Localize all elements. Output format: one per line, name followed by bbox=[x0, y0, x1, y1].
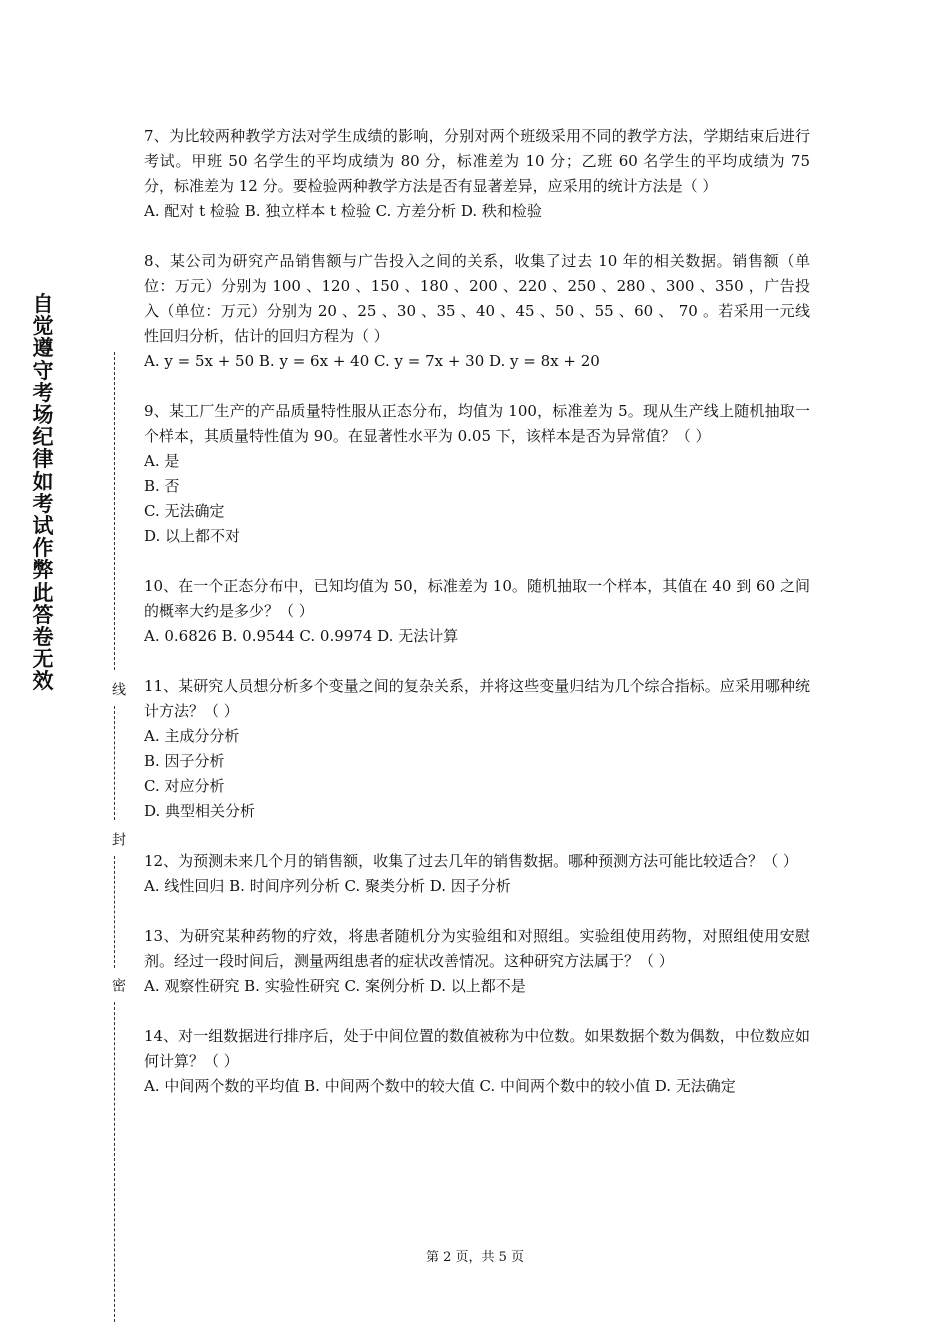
question-12 bbox=[144, 849, 810, 899]
question-8 bbox=[144, 249, 810, 374]
exam-discipline-warning: 自觉遵守考场纪律如考试作弊此答卷无效 bbox=[32, 292, 54, 694]
answer-options: A. 观察性研究 B. 实验性研究 C. 案例分析 D. 以上都不是 bbox=[144, 977, 526, 995]
question-13 bbox=[144, 924, 810, 999]
question-text: 13、为研究某种药物的疗效，将患者随机分为实验组和对照组。实验组使用药物，对照组使用安慰剂。经过一段时间后，测量两组患者的症状改善情况。这种研究方法属于？（ ） bbox=[144, 927, 810, 970]
binding-dashed-line bbox=[114, 856, 115, 968]
binding-label-seal: 封 bbox=[110, 832, 126, 846]
question-14 bbox=[144, 1024, 810, 1099]
question-text: 7、为比较两种教学方法对学生成绩的影响，分别对两个班级采用不同的教学方法，学期结束后进行考试。甲班 50 名学生的平均成绩为 80 分，标准差为 10 分；乙班 60 名学生的平均成绩为 75 分，标准差为 12 分。要检验两种教学方法是否有显著差异，应采用的统计方法是（ ） bbox=[144, 127, 810, 195]
binding-dashed-line bbox=[114, 706, 115, 820]
question-7 bbox=[144, 124, 810, 224]
question-text: 9、某工厂生产的产品质量特性服从正态分布，均值为 100，标准差为 5。现从生产线上随机抽取一个样本，其质量特性值为 90。在显著性水平为 0.05 下，该样本是否为异常值？（ ） bbox=[144, 402, 810, 445]
question-10 bbox=[144, 574, 810, 649]
binding-dashed-line bbox=[114, 352, 115, 670]
answer-option: B. 因子分析 bbox=[144, 752, 225, 770]
question-text: 14、对一组数据进行排序后，处于中间位置的数值被称为中位数。如果数据个数为偶数，中位数应如何计算？（ ） bbox=[144, 1027, 810, 1070]
question-text: 12、为预测未来几个月的销售额，收集了过去几年的销售数据。哪种预测方法可能比较适合？（ ） bbox=[144, 852, 798, 870]
answer-options: A. y = 5x + 50 B. y = 6x + 40 C. y = 7x + 30 D. y = 8x + 20 bbox=[144, 352, 600, 370]
binding-label-line: 线 bbox=[110, 682, 126, 696]
answer-option: D. 典型相关分析 bbox=[144, 802, 256, 820]
answer-option: C. 对应分析 bbox=[144, 777, 225, 795]
answer-option: C. 无法确定 bbox=[144, 502, 225, 520]
binding-dashed-line bbox=[114, 1002, 115, 1322]
question-11 bbox=[144, 674, 810, 824]
answer-options: A. 中间两个数的平均值 B. 中间两个数中的较大值 C. 中间两个数中的较小值 D. 无法确定 bbox=[144, 1077, 736, 1095]
answer-options: A. 线性回归 B. 时间序列分析 C. 聚类分析 D. 因子分析 bbox=[144, 877, 511, 895]
answer-option: B. 否 bbox=[144, 477, 180, 495]
question-text: 10、在一个正态分布中，已知均值为 50，标准差为 10。随机抽取一个样本，其值在 40 到 60 之间的概率大约是多少？（ ） bbox=[144, 577, 810, 620]
answer-options: A. 配对 t 检验 B. 独立样本 t 检验 C. 方差分析 D. 秩和检验 bbox=[144, 202, 542, 220]
answer-options: A. 0.6826 B. 0.9544 C. 0.9974 D. 无法计算 bbox=[144, 627, 459, 645]
page-number: 第 2 页，共 5 页 bbox=[425, 1250, 525, 1265]
binding-label-secret: 密 bbox=[110, 978, 126, 992]
question-text: 8、某公司为研究产品销售额与广告投入之间的关系，收集了过去 10 年的相关数据。销售额（单位：万元）分别为 100 、120 、150 、180 、200 、220 、250 、280 、300 、350 ，广告投入（单位：万元）分别为 20 、25 、30 、35 、40 、45 、50 、55 、60 、 70 。若采用一元线性回归分析，估计的回归方程为（ ） bbox=[144, 252, 810, 345]
answer-option: A. 是 bbox=[144, 452, 180, 470]
question-9 bbox=[144, 399, 810, 549]
answer-option: D. 以上都不对 bbox=[144, 527, 241, 545]
question-text: 11、某研究人员想分析多个变量之间的复杂关系，并将这些变量归结为几个综合指标。应采用哪种统计方法？（ ） bbox=[144, 677, 810, 720]
answer-option: A. 主成分分析 bbox=[144, 727, 240, 745]
question-list bbox=[144, 124, 810, 1124]
